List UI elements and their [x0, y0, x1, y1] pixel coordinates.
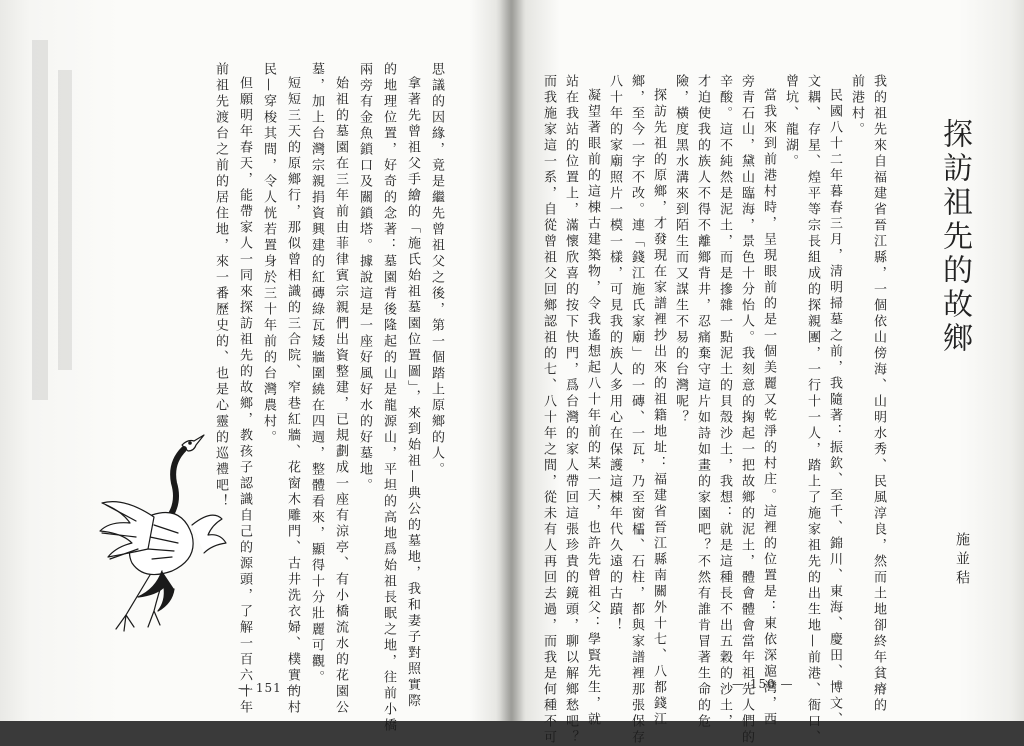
text-column: 站在我站的位置上，滿懷欣喜的按下快門，爲台灣的家人帶回這張珍貴的鏡頭，聊以解鄉愁吧？ [563, 74, 578, 746]
text-column: 凝望著眼前的這棟古建築物，令我遙想起八十年前的某一天，也許先曾祖父：學賢先生，就 [585, 88, 600, 728]
text-column: 文耦、存星、煌平等宗長組成的探親團，一行十一人，踏上了施家祖先的出生地—前港、衙口、 [805, 74, 820, 746]
text-column: 旁青石山，黛山臨海，景色十分怡人。我刻意的掬起一把故鄉的泥土，體會體會當年祖先人們的 [739, 74, 754, 746]
text-column: 短短三天的原鄉行，那似曾相識的三合院、窄巷紅牆、花窗木雕門、古井洗衣婦、樸實的村 [285, 76, 300, 716]
text-column: 才迫使我的族人不得不離鄉背井，忍痛棄守這片如詩如畫的家園吧？不然有誰肯冒著生命的危 [695, 74, 710, 730]
author-name: 施並秸 [954, 532, 970, 589]
text-column: 但願明年春天，能帶家人一同來探訪祖先的故鄉，教孩子認識自己的源頭，了解一百六十年 [237, 76, 252, 716]
text-column: 民國八十二年暮春三月，清明掃墓之前，我隨著：振欽、至千、錦川、東海、慶田、博文、 [827, 88, 842, 728]
text-column: 鄉，至今一字不改。連「錢江施氏家廟」的一磚、一瓦，乃至窗櫺、石柱，都與家譜裡那張保存 [629, 74, 644, 746]
text-column: 險，橫度黑水溝來到陌生而又謀生不易的台灣呢？ [673, 74, 688, 426]
text-column: 拿著先曾祖父手繪的「施氏始祖墓園位置圖」，來到始祖—典公的墓地，我和妻子對照實際 [405, 76, 420, 710]
text-column: 八十年的家廟照片一模一樣，可見我的族人多用心在保護這棟年代久遠的古蹟！ [607, 74, 622, 634]
text-column: 兩旁有金魚鎖口及關鎖塔。據說這是一座好風好水的好墓地。 [357, 62, 372, 494]
text-column: 探訪先祖的原鄉，才發現在家譜裡抄出來的祖籍地址：福建省晉江縣南關外十七、八都錢江 [651, 88, 666, 728]
left-page [0, 0, 500, 734]
page-number: — 150 — [732, 677, 794, 691]
article-title: 探訪祖先的故鄉 [937, 118, 972, 356]
text-column: 而我施家這一系，自從曾祖父回鄉認祖的七、八十年之間，從未有人再回去過，而我是何種不可 [541, 74, 556, 746]
text-column: 墓，加上台灣宗親捐資興建的紅磚綠瓦矮牆圍繞在四週，整體看來，顯得十分壯麗可觀。 [309, 62, 324, 686]
text-column: 當我來到前港村時，呈現眼前的是一個美麗又乾淨的村庄。這裡的位置是：東依深滬灣，西 [761, 88, 776, 728]
text-column: 曾坑、龍湖。 [783, 74, 798, 170]
crane-illustration [92, 425, 232, 645]
text-column: 辛酸。這不純然是泥土，而是摻雜一點泥土的貝殼沙土，我想：就是這種長不出五穀的沙土， [717, 74, 732, 730]
page-number: — 151 — [238, 681, 300, 695]
text-column: 前港村。 [849, 74, 864, 138]
text-column: 前祖先渡台之前的居住地，來一番歷史的、也是心靈的巡禮吧！ [213, 62, 228, 510]
text-column: 我的祖先來自福建省晉江縣，一個依山傍海、山明水秀、民風淳良，然而土地卻終年貧瘠的 [871, 74, 886, 714]
text-column: 的地理位置，好奇的念著：墓園背後隆起的山是龍源山，平坦的高地爲始祖長眠之地，往前小橋 [381, 62, 396, 734]
text-column: 思議的因緣，竟是繼先曾祖父之後，第一個踏上原鄉的人。 [429, 62, 444, 478]
text-column: 民—穿梭其間，令人恍若置身於三十年前的台灣農村。 [261, 62, 276, 446]
text-column: 始祖的墓園在三年前由菲律賓宗親們出資整建，已規劃成一座有涼亭、有小橋流水的花園公 [333, 76, 348, 716]
right-page [520, 0, 1024, 746]
